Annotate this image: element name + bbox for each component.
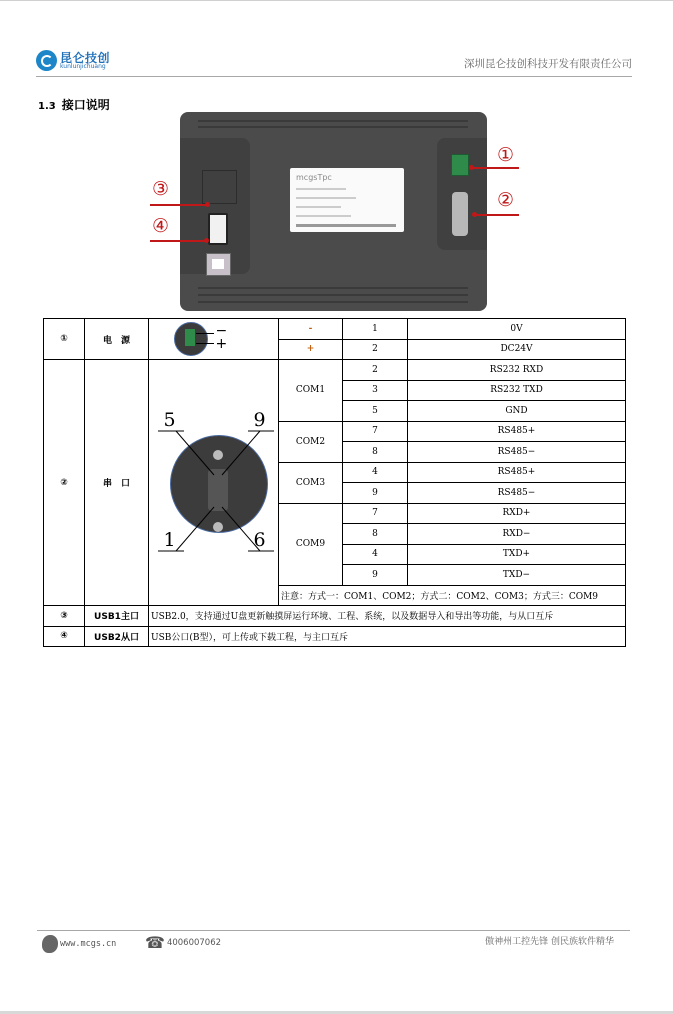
callout-4: ④ bbox=[152, 215, 170, 237]
callout-dot bbox=[472, 212, 477, 217]
pin-desc: RXD+ bbox=[408, 503, 626, 524]
row-index: ① bbox=[44, 319, 85, 360]
pin-desc: RS485+ bbox=[408, 462, 626, 483]
pin-desc: RS232 TXD bbox=[408, 380, 626, 401]
sticker-brand: mcgsTpc bbox=[296, 173, 332, 182]
pin-number: 1 bbox=[343, 319, 408, 340]
com-port: COM2 bbox=[279, 421, 343, 462]
callout-line bbox=[150, 240, 206, 242]
pin-desc: RS485+ bbox=[408, 421, 626, 442]
pin-number: 9 bbox=[343, 565, 408, 586]
row-index: ② bbox=[44, 360, 85, 606]
power-sign: + bbox=[279, 339, 343, 360]
callout-1: ① bbox=[497, 144, 515, 166]
footer-phone bbox=[145, 935, 221, 951]
pin-desc: RXD− bbox=[408, 524, 626, 545]
power-connector-image bbox=[174, 322, 254, 354]
page-top-border bbox=[0, 0, 673, 1]
row-name: 串 口 bbox=[85, 360, 149, 606]
pin-label-9: 9 bbox=[253, 408, 266, 431]
callout-line bbox=[474, 214, 519, 216]
vent-line bbox=[198, 301, 468, 303]
logo-cn-text: 昆仑技创 bbox=[60, 50, 111, 65]
callout-dot bbox=[205, 202, 210, 207]
pin-number: 2 bbox=[343, 360, 408, 381]
table-row bbox=[44, 606, 626, 627]
company-logo bbox=[36, 50, 110, 71]
power-sign: - bbox=[279, 319, 343, 340]
pin-number: 7 bbox=[343, 421, 408, 442]
page-footer bbox=[37, 930, 630, 952]
db9-port-icon bbox=[452, 192, 468, 236]
sticker-line bbox=[296, 215, 351, 217]
page-header bbox=[36, 50, 632, 77]
pin-desc: RS485− bbox=[408, 442, 626, 463]
telephone-icon: ☎ bbox=[145, 933, 165, 952]
db9-pinout-image bbox=[154, 403, 274, 563]
sticker-line bbox=[296, 188, 346, 190]
com-port: COM9 bbox=[279, 503, 343, 585]
vent-line bbox=[198, 294, 468, 296]
vent-line bbox=[198, 120, 468, 122]
pin-label-1: 1 bbox=[163, 528, 176, 551]
product-label-sticker bbox=[290, 168, 404, 232]
table-row bbox=[44, 360, 626, 381]
lan-port-icon bbox=[202, 170, 237, 204]
serial-note: 注意：方式一：COM1、COM2；方式二：COM2、COM3；方式三：COM9 bbox=[279, 585, 626, 606]
pin-number: 8 bbox=[343, 524, 408, 545]
pin-label-6: 6 bbox=[253, 528, 266, 551]
browser-globe-icon bbox=[42, 935, 58, 953]
interface-spec-table bbox=[43, 318, 626, 647]
pin-desc: TXD− bbox=[408, 565, 626, 586]
logo-en-text: kunlunjichuang bbox=[60, 62, 106, 70]
pin-number: 7 bbox=[343, 503, 408, 524]
sticker-barcode bbox=[296, 224, 396, 227]
pin-number: 3 bbox=[343, 380, 408, 401]
pin-desc: RS485− bbox=[408, 483, 626, 504]
callout-2: ② bbox=[497, 189, 515, 211]
power-terminal-icon bbox=[185, 329, 195, 346]
section-number: 1.3 bbox=[38, 101, 56, 112]
callout-line bbox=[471, 167, 519, 169]
power-terminal-icon bbox=[451, 154, 469, 176]
pin-desc: TXD+ bbox=[408, 544, 626, 565]
usb-b-port-icon bbox=[206, 253, 231, 276]
pin-number: 9 bbox=[343, 483, 408, 504]
section-title: 接口说明 bbox=[61, 98, 110, 112]
pin-number: 8 bbox=[343, 442, 408, 463]
website-text: www.mcgs.cn bbox=[60, 939, 117, 949]
pin-desc: 0V bbox=[408, 319, 626, 340]
usb2-desc: USB公口(B型），可上传或下载工程，与主口互斥 bbox=[149, 626, 626, 647]
pin-label-5: 5 bbox=[163, 408, 176, 431]
row-index: ④ bbox=[44, 626, 85, 647]
vent-line bbox=[198, 126, 468, 128]
pin-number: 5 bbox=[343, 401, 408, 422]
usb-a-port-icon bbox=[208, 213, 228, 245]
pin-number: 4 bbox=[343, 462, 408, 483]
leader-line bbox=[196, 343, 214, 344]
callout-3: ③ bbox=[152, 178, 170, 200]
section-heading bbox=[38, 96, 110, 113]
table-row bbox=[44, 626, 626, 647]
sticker-line bbox=[296, 197, 356, 199]
sticker-line bbox=[296, 206, 341, 208]
plus-label: + bbox=[215, 335, 228, 352]
db9-thumb-cell bbox=[149, 360, 279, 606]
pin-number: 4 bbox=[343, 544, 408, 565]
callout-dot bbox=[204, 238, 209, 243]
power-thumb-cell bbox=[149, 319, 279, 360]
table-row bbox=[44, 319, 626, 340]
usb1-desc: USB2.0，支持通过U盘更新触摸屏运行环境、工程、系统，以及数据导入和导出等功能，与从口互斥 bbox=[149, 606, 626, 627]
minus-label: − bbox=[215, 322, 228, 339]
callout-line bbox=[150, 204, 207, 206]
logo-swirl-icon bbox=[36, 50, 57, 71]
pin-desc: DC24V bbox=[408, 339, 626, 360]
left-port-panel bbox=[180, 138, 250, 274]
pin-desc: GND bbox=[408, 401, 626, 422]
pin-number: 2 bbox=[343, 339, 408, 360]
company-name: 深圳昆仑技创科技开发有限责任公司 bbox=[464, 58, 632, 70]
row-name: 电 源 bbox=[85, 319, 149, 360]
row-name: USB1主口 bbox=[85, 606, 149, 627]
pin-desc: RS232 RXD bbox=[408, 360, 626, 381]
com-port: COM1 bbox=[279, 360, 343, 422]
com-port: COM3 bbox=[279, 462, 343, 503]
callout-dot bbox=[469, 165, 474, 170]
row-name: USB2从口 bbox=[85, 626, 149, 647]
row-index: ③ bbox=[44, 606, 85, 627]
leader-line bbox=[196, 333, 214, 334]
footer-website bbox=[42, 935, 116, 953]
footer-slogan: 傲神州工控先锋 创民族软件精华 bbox=[485, 937, 614, 947]
phone-text: 4006007062 bbox=[166, 938, 222, 948]
device-rear-photo bbox=[180, 112, 487, 311]
vent-line bbox=[198, 287, 468, 289]
